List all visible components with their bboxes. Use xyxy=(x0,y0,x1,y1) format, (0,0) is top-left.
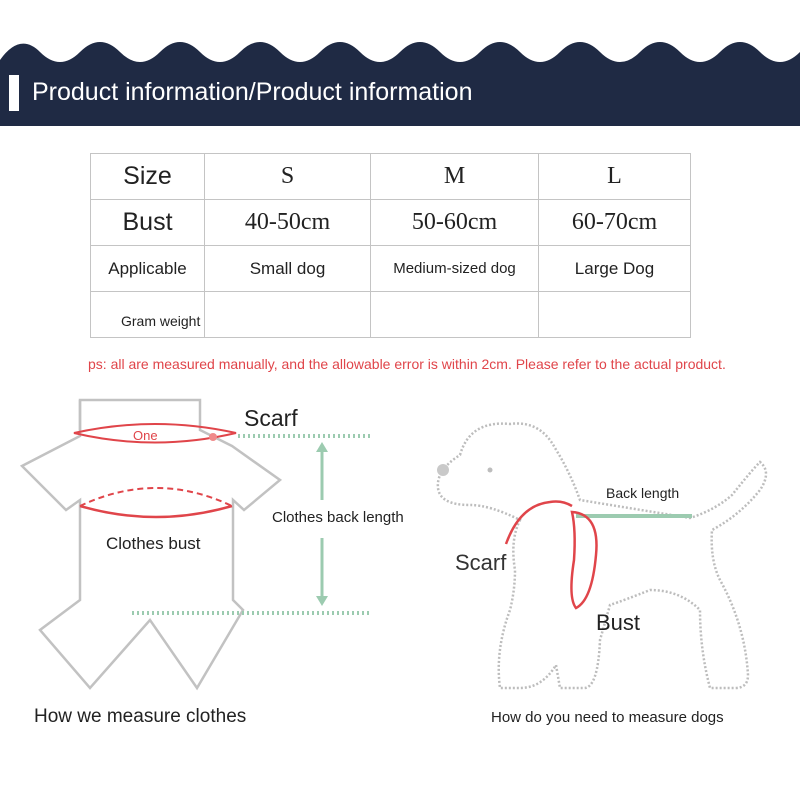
gram-s xyxy=(205,292,371,338)
table-row-size xyxy=(91,154,691,200)
gram-l xyxy=(539,292,691,338)
table-row-bust xyxy=(91,200,691,246)
bust-m: 50-60cm xyxy=(371,200,539,246)
size-s: S xyxy=(205,154,371,200)
clothes-caption: How we measure clothes xyxy=(34,706,247,727)
scarf-marker-dot xyxy=(209,433,217,441)
dog-caption: How do you need to measure dogs xyxy=(491,709,724,726)
dog-eye-icon xyxy=(488,468,493,473)
header-accent-bar xyxy=(9,75,19,111)
clothes-scarf-label: Scarf xyxy=(244,405,298,431)
clothes-bust-measure-front xyxy=(80,506,232,517)
clothes-one-label: One xyxy=(133,428,158,443)
applicable-l: Large Dog xyxy=(539,246,691,292)
clothes-back-length-label: Clothes back length xyxy=(272,509,404,526)
table-row-applicable xyxy=(91,246,691,292)
bust-l: 60-70cm xyxy=(539,200,691,246)
row-label-bust: Bust xyxy=(91,200,205,246)
applicable-s: Small dog xyxy=(205,246,371,292)
dog-bust-label: Bust xyxy=(596,610,641,635)
row-label-size: Size xyxy=(91,154,205,200)
size-m: M xyxy=(371,154,539,200)
size-l: L xyxy=(539,154,691,200)
dog-bust-measure xyxy=(571,512,596,608)
header-banner xyxy=(0,0,800,126)
page-title: Product information/Product information xyxy=(32,78,473,106)
measurement-note: ps: all are measured manually, and the allowable error is within 2cm. Please refer to the actual product. xyxy=(88,356,726,372)
table-row-gram-weight xyxy=(91,292,691,338)
bust-s: 40-50cm xyxy=(205,200,371,246)
applicable-m: Medium-sized dog xyxy=(371,246,539,292)
wavy-header-background xyxy=(0,0,800,126)
row-label-applicable: Applicable xyxy=(91,246,205,292)
clothes-bust-label: Clothes bust xyxy=(106,534,201,553)
gram-m xyxy=(371,292,539,338)
dog-scarf-measure xyxy=(506,502,572,545)
size-table xyxy=(90,153,691,338)
dog-scarf-label: Scarf xyxy=(455,550,507,575)
clothes-bust-measure-back xyxy=(80,488,232,506)
dog-nose-icon xyxy=(437,464,449,476)
dog-back-length-label: Back length xyxy=(606,485,680,501)
row-label-gram-weight: Gram weight xyxy=(91,292,205,338)
